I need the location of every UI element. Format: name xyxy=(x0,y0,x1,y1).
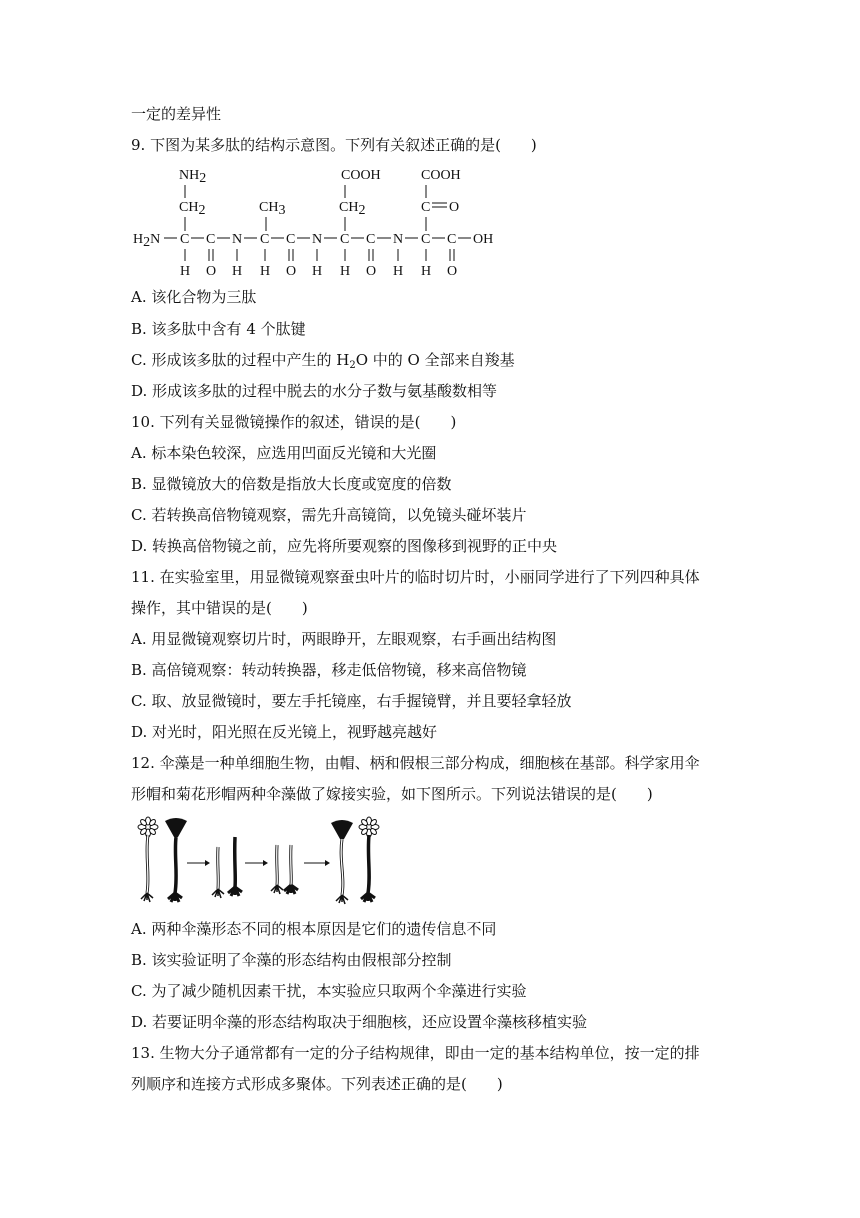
q11-option-c: C. 取、放显微镜时，要左手托镜座，右手握镜臂，并且要轻拿轻放 xyxy=(131,692,572,710)
q12-option-b: B. 该实验证明了伞藻的形态结构由假根部分控制 xyxy=(131,951,452,969)
q12-option-c: C. 为了减少随机因素干扰，本实验应只取两个伞藻进行实验 xyxy=(131,982,527,1000)
q12-option-d: D. 若要证明伞藻的形态结构取决于细胞核，还应设置伞藻核移植实验 xyxy=(131,1013,588,1031)
question-11-stem-line2: 操作，其中错误的是( ) xyxy=(131,599,308,617)
q10-option-c: C. 若转换高倍物镜观察，需先升高镜筒，以免镜头碰坏装片 xyxy=(131,506,527,524)
continued-option-text: 一定的差异性 xyxy=(131,105,222,123)
q11-option-b: B. 高倍镜观察：转动转换器，移走低倍物镜，移来高倍物镜 xyxy=(131,661,527,679)
alpha-carbon-4: C xyxy=(421,232,431,247)
capless-graft-stage-2 xyxy=(271,845,298,894)
alpha-carbon-3: C xyxy=(340,232,350,247)
question-9-stem: 9. 下图为某多肽的结构示意图。下列有关叙述正确的是( ) xyxy=(131,136,537,154)
carbonyl-carbon: C xyxy=(421,200,431,215)
arrow-3 xyxy=(304,860,330,866)
question-12-stem-line1: 12. 伞藻是一种单细胞生物，由帽、柄和假根三部分构成，细胞核在基部。科学家用伞 xyxy=(131,754,700,772)
bottom-h-5: H xyxy=(340,264,351,279)
umbrella-cap-alga xyxy=(165,818,187,902)
hydroxyl-group: OH xyxy=(473,232,494,247)
ch3-group: CH3 xyxy=(259,200,286,218)
q9-option-a: A. 该化合物为三肽 xyxy=(131,288,257,306)
question-10-stem: 10. 下列有关显微镜操作的叙述，错误的是( ) xyxy=(131,413,457,431)
q9-option-c: C. 形成该多肽的过程中产生的 $H_2O$ 中的 O 全部来自羧基 xyxy=(131,351,515,371)
bottom-o-3: O xyxy=(366,264,377,279)
alpha-carbon-1: C xyxy=(180,232,190,247)
q11-option-d: D. 对光时，阳光照在反光镜上，视野越亮越好 xyxy=(131,723,438,741)
q11-option-a: A. 用显微镜观察切片时，两眼睁开，左眼观察，右手画出结构图 xyxy=(131,630,557,648)
peptide-structure-diagram xyxy=(131,163,511,281)
bottom-h-4: H xyxy=(312,264,323,279)
alpha-carbon-2: C xyxy=(260,232,270,247)
arrow-2 xyxy=(245,860,268,866)
carbonyl-c-3: C xyxy=(366,232,376,247)
amide-n-2: N xyxy=(312,232,323,247)
arrow-1 xyxy=(187,860,210,866)
cooh-group-2: COOH xyxy=(421,168,461,183)
cooh-group-1: COOH xyxy=(341,168,381,183)
q9-option-b: B. 该多肽中含有 4 个肽键 xyxy=(131,320,306,338)
nh2-group: NH2 xyxy=(179,168,207,186)
q10-option-d: D. 转换高倍物镜之前，应先将所要观察的图像移到视野的正中央 xyxy=(131,537,558,555)
amide-n-1: N xyxy=(232,232,243,247)
bottom-h-3: H xyxy=(260,264,271,279)
q10-option-a: A. 标本染色较深，应选用凹面反光镜和大光圈 xyxy=(131,444,437,462)
question-12-stem-line2: 形帽和菊花形帽两种伞藻做了嫁接实验，如下图所示。下列说法错误的是( ) xyxy=(131,785,653,803)
acetabularia-grafting-figure xyxy=(131,815,391,907)
daisy-cap-alga xyxy=(138,817,158,902)
question-13-stem-line2: 列顺序和连接方式形成多聚体。下列表述正确的是( ) xyxy=(131,1075,503,1093)
carbonyl-c-2: C xyxy=(286,232,296,247)
carbonyl-c-1: C xyxy=(206,232,216,247)
bottom-h-1: H xyxy=(180,264,191,279)
ch2-group-1: CH2 xyxy=(179,200,206,218)
bottom-h-6: H xyxy=(393,264,404,279)
question-13-stem-line1: 13. 生物大分子通常都有一定的分子结构规律，即由一定的基本结构单位，按一定的排 xyxy=(131,1044,700,1062)
q9-option-d: D. 形成该多肽的过程中脱去的水分子数与氨基酸数相等 xyxy=(131,382,498,400)
regenerated-algae-pair xyxy=(331,817,379,904)
bottom-o-1: O xyxy=(206,264,217,279)
carboxyl-carbon: C xyxy=(447,232,457,247)
q12-option-a: A. 两种伞藻形态不同的根本原因是它们的遗传信息不同 xyxy=(131,920,497,938)
bottom-h-2: H xyxy=(232,264,243,279)
question-11-stem-line1: 11. 在实验室里，用显微镜观察蚕虫叶片的临时切片时，小丽同学进行了下列四种具体 xyxy=(131,568,700,586)
carbonyl-oxygen: O xyxy=(449,200,460,215)
ch2-group-2: CH2 xyxy=(339,200,366,218)
amino-terminus: H2N xyxy=(133,232,161,250)
bottom-h-7: H xyxy=(421,264,432,279)
capless-graft-stage-1 xyxy=(212,837,242,898)
amide-n-3: N xyxy=(393,232,404,247)
bottom-o-4: O xyxy=(447,264,458,279)
q10-option-b: B. 显微镜放大的倍数是指放大长度或宽度的倍数 xyxy=(131,475,452,493)
bottom-o-2: O xyxy=(286,264,297,279)
